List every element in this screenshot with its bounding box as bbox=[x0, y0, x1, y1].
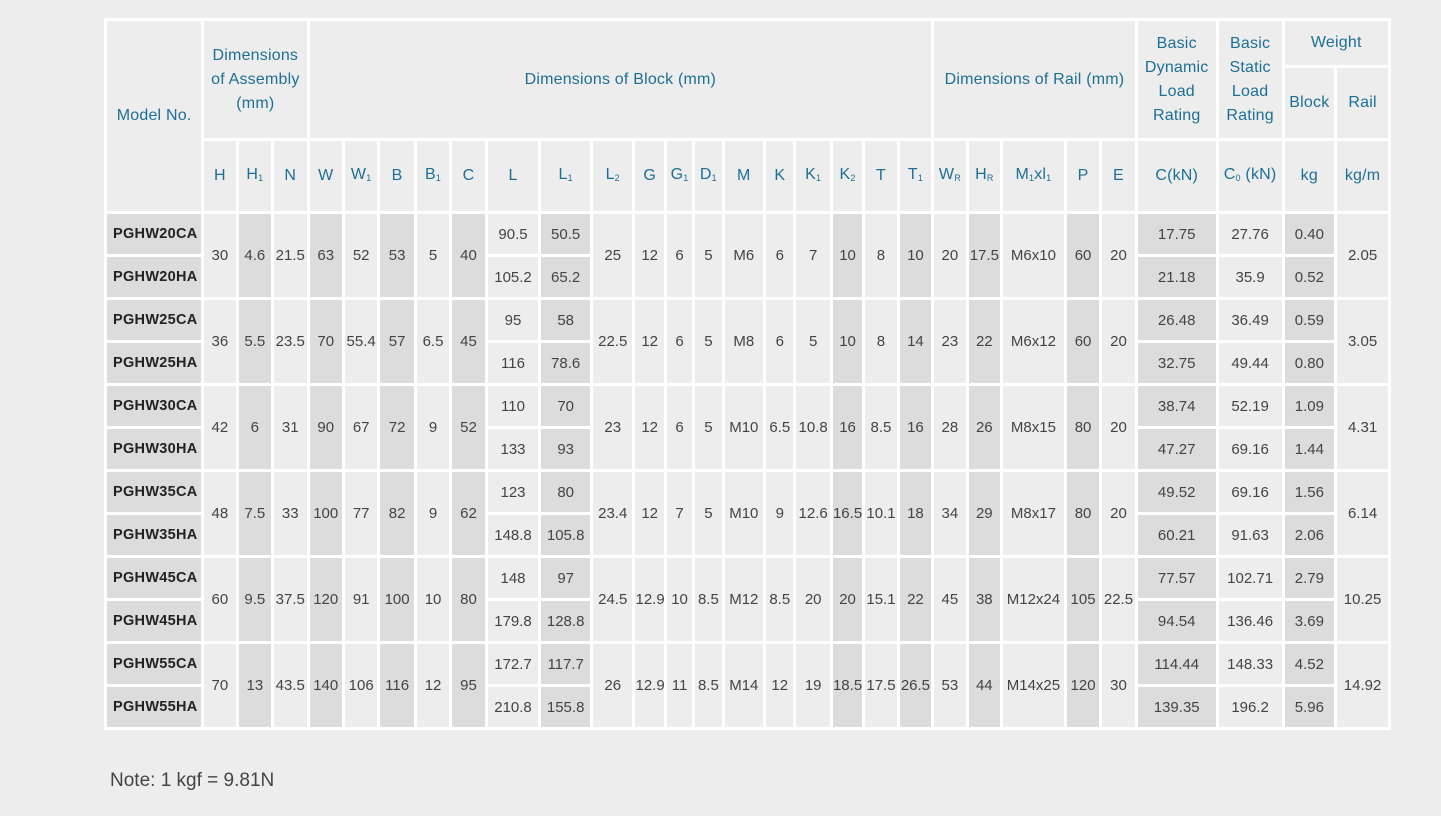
cell-n: 37.5 bbox=[273, 557, 308, 643]
cell-e: 20 bbox=[1101, 213, 1136, 299]
cell-block-weight: 0.80 bbox=[1283, 342, 1336, 385]
model-cell: PGHW25HA bbox=[106, 342, 203, 385]
table-row bbox=[106, 471, 1390, 514]
cell-hr: 22 bbox=[967, 299, 1001, 385]
cell-e: 30 bbox=[1101, 643, 1136, 729]
cell-l2: 26 bbox=[591, 643, 634, 729]
cell-static-load: 69.16 bbox=[1217, 428, 1283, 471]
col-m1xl1: $M_1xl_1$ bbox=[1002, 140, 1066, 213]
model-cell: PGHW45HA bbox=[106, 600, 203, 643]
cell-dynamic-load: 17.75 bbox=[1136, 213, 1217, 256]
cell-n: 23.5 bbox=[273, 299, 308, 385]
cell-hr: 26 bbox=[967, 385, 1001, 471]
col-b: B bbox=[379, 140, 415, 213]
cell-e: 20 bbox=[1101, 471, 1136, 557]
note-text: Note: 1 kgf = 9.81N bbox=[110, 770, 275, 791]
table-row bbox=[106, 213, 1390, 256]
cell-l: 133 bbox=[486, 428, 540, 471]
cell-w: 120 bbox=[308, 557, 343, 643]
cell-h1: 9.5 bbox=[237, 557, 272, 643]
cell-p: 60 bbox=[1065, 299, 1100, 385]
cell-rail-weight: 2.05 bbox=[1336, 213, 1390, 299]
cell-l: 148 bbox=[486, 557, 540, 600]
cell-g: 12 bbox=[634, 213, 665, 299]
model-cell: PGHW20CA bbox=[106, 213, 203, 256]
cell-p: 80 bbox=[1065, 471, 1100, 557]
cell-static-load: 196.2 bbox=[1217, 686, 1283, 729]
cell-g1: 6 bbox=[665, 213, 693, 299]
cell-block-weight: 2.79 bbox=[1283, 557, 1336, 600]
cell-h: 30 bbox=[203, 213, 237, 299]
cell-h: 70 bbox=[203, 643, 237, 729]
cell-dynamic-load: 32.75 bbox=[1136, 342, 1217, 385]
cell-m1: M8x17 bbox=[1002, 471, 1066, 557]
cell-b: 57 bbox=[379, 299, 415, 385]
col-w: W bbox=[308, 140, 343, 213]
col-h1: $H_1$ bbox=[237, 140, 272, 213]
cell-h: 42 bbox=[203, 385, 237, 471]
cell-h1: 4.6 bbox=[237, 213, 272, 299]
table-body bbox=[106, 213, 1390, 729]
header-static-load: Basic Static Load Rating bbox=[1217, 20, 1283, 140]
header-dynamic-load: Basic Dynamic Load Rating bbox=[1136, 20, 1217, 140]
cell-g: 12 bbox=[634, 299, 665, 385]
cell-w1: 106 bbox=[343, 643, 378, 729]
cell-dynamic-load: 139.35 bbox=[1136, 686, 1217, 729]
cell-h1: 6 bbox=[237, 385, 272, 471]
cell-t1: 18 bbox=[898, 471, 933, 557]
table-row bbox=[106, 643, 1390, 686]
cell-w1: 67 bbox=[343, 385, 378, 471]
cell-l1: 58 bbox=[540, 299, 592, 342]
cell-k: 9 bbox=[765, 471, 795, 557]
cell-k: 6 bbox=[765, 299, 795, 385]
cell-w1: 55.4 bbox=[343, 299, 378, 385]
cell-rail-weight: 6.14 bbox=[1336, 471, 1390, 557]
cell-l1: 128.8 bbox=[540, 600, 592, 643]
cell-block-weight: 1.09 bbox=[1283, 385, 1336, 428]
cell-t: 10.1 bbox=[864, 471, 898, 557]
cell-dynamic-load: 77.57 bbox=[1136, 557, 1217, 600]
col-n: N bbox=[273, 140, 308, 213]
cell-l2: 22.5 bbox=[591, 299, 634, 385]
col-b1: $B_1$ bbox=[415, 140, 450, 213]
cell-m1: M8x15 bbox=[1002, 385, 1066, 471]
cell-l: 210.8 bbox=[486, 686, 540, 729]
cell-dynamic-load: 38.74 bbox=[1136, 385, 1217, 428]
cell-static-load: 52.19 bbox=[1217, 385, 1283, 428]
model-cell: PGHW30HA bbox=[106, 428, 203, 471]
cell-static-load: 35.9 bbox=[1217, 256, 1283, 299]
col-k2: $K_2$ bbox=[831, 140, 863, 213]
cell-k1: 20 bbox=[795, 557, 831, 643]
header-assembly-group: Dimensions of Assembly (mm) bbox=[203, 20, 308, 140]
cell-dynamic-load: 47.27 bbox=[1136, 428, 1217, 471]
cell-wr: 45 bbox=[933, 557, 967, 643]
cell-l1: 70 bbox=[540, 385, 592, 428]
cell-l: 123 bbox=[486, 471, 540, 514]
cell-l2: 23 bbox=[591, 385, 634, 471]
cell-block-weight: 0.52 bbox=[1283, 256, 1336, 299]
cell-c: 80 bbox=[451, 557, 486, 643]
cell-block-weight: 3.69 bbox=[1283, 600, 1336, 643]
cell-b: 116 bbox=[379, 643, 415, 729]
cell-c: 45 bbox=[451, 299, 486, 385]
cell-b1: 5 bbox=[415, 213, 450, 299]
cell-t: 15.1 bbox=[864, 557, 898, 643]
cell-g: 12 bbox=[634, 385, 665, 471]
model-cell: PGHW35HA bbox=[106, 514, 203, 557]
cell-h1: 5.5 bbox=[237, 299, 272, 385]
cell-static-load: 102.71 bbox=[1217, 557, 1283, 600]
cell-static-load: 69.16 bbox=[1217, 471, 1283, 514]
cell-hr: 29 bbox=[967, 471, 1001, 557]
cell-n: 33 bbox=[273, 471, 308, 557]
cell-k1: 19 bbox=[795, 643, 831, 729]
cell-wr: 28 bbox=[933, 385, 967, 471]
cell-t: 8.5 bbox=[864, 385, 898, 471]
cell-h: 36 bbox=[203, 299, 237, 385]
cell-w: 140 bbox=[308, 643, 343, 729]
cell-w: 90 bbox=[308, 385, 343, 471]
header-block-group: Dimensions of Block (mm) bbox=[308, 20, 933, 140]
cell-k: 8.5 bbox=[765, 557, 795, 643]
header-weight-block: Block bbox=[1283, 67, 1336, 140]
col-c-kn: C(kN) bbox=[1136, 140, 1217, 213]
cell-m: M12 bbox=[723, 557, 765, 643]
cell-t: 8 bbox=[864, 299, 898, 385]
cell-m1: M6x12 bbox=[1002, 299, 1066, 385]
col-l: L bbox=[486, 140, 540, 213]
cell-l2: 23.4 bbox=[591, 471, 634, 557]
col-l2: $L_2$ bbox=[591, 140, 634, 213]
cell-k1: 10.8 bbox=[795, 385, 831, 471]
cell-l1: 117.7 bbox=[540, 643, 592, 686]
cell-dynamic-load: 94.54 bbox=[1136, 600, 1217, 643]
cell-l1: 78.6 bbox=[540, 342, 592, 385]
header-rail-group: Dimensions of Rail (mm) bbox=[933, 20, 1137, 140]
cell-t1: 26.5 bbox=[898, 643, 933, 729]
cell-rail-weight: 3.05 bbox=[1336, 299, 1390, 385]
cell-g1: 11 bbox=[665, 643, 693, 729]
cell-b1: 10 bbox=[415, 557, 450, 643]
col-w1: $W_1$ bbox=[343, 140, 378, 213]
cell-n: 43.5 bbox=[273, 643, 308, 729]
cell-g1: 6 bbox=[665, 385, 693, 471]
cell-dynamic-load: 21.18 bbox=[1136, 256, 1217, 299]
cell-k2: 10 bbox=[831, 299, 863, 385]
cell-rail-weight: 14.92 bbox=[1336, 643, 1390, 729]
cell-g: 12.9 bbox=[634, 557, 665, 643]
header-model-no: Model No. bbox=[106, 20, 203, 213]
cell-static-load: 27.76 bbox=[1217, 213, 1283, 256]
cell-g1: 6 bbox=[665, 299, 693, 385]
cell-wr: 34 bbox=[933, 471, 967, 557]
cell-c: 40 bbox=[451, 213, 486, 299]
cell-static-load: 136.46 bbox=[1217, 600, 1283, 643]
cell-g1: 10 bbox=[665, 557, 693, 643]
cell-m: M10 bbox=[723, 385, 765, 471]
col-wr: $W_R$ bbox=[933, 140, 967, 213]
cell-b1: 9 bbox=[415, 385, 450, 471]
col-c0-kn: $C_0$ (kN) bbox=[1217, 140, 1283, 213]
col-kg: kg bbox=[1283, 140, 1336, 213]
cell-l1: 50.5 bbox=[540, 213, 592, 256]
cell-p: 60 bbox=[1065, 213, 1100, 299]
cell-k: 6.5 bbox=[765, 385, 795, 471]
cell-hr: 17.5 bbox=[967, 213, 1001, 299]
cell-l2: 25 bbox=[591, 213, 634, 299]
cell-l2: 24.5 bbox=[591, 557, 634, 643]
model-cell: PGHW25CA bbox=[106, 299, 203, 342]
cell-l: 116 bbox=[486, 342, 540, 385]
col-g: G bbox=[634, 140, 665, 213]
cell-static-load: 49.44 bbox=[1217, 342, 1283, 385]
table-row bbox=[106, 557, 1390, 600]
cell-t1: 14 bbox=[898, 299, 933, 385]
cell-e: 22.5 bbox=[1101, 557, 1136, 643]
col-c: C bbox=[451, 140, 486, 213]
cell-l: 105.2 bbox=[486, 256, 540, 299]
cell-d1: 5 bbox=[694, 213, 723, 299]
cell-rail-weight: 4.31 bbox=[1336, 385, 1390, 471]
cell-static-load: 91.63 bbox=[1217, 514, 1283, 557]
cell-l1: 105.8 bbox=[540, 514, 592, 557]
cell-k1: 7 bbox=[795, 213, 831, 299]
model-cell: PGHW45CA bbox=[106, 557, 203, 600]
col-g1: $G_1$ bbox=[665, 140, 693, 213]
col-k1: $K_1$ bbox=[795, 140, 831, 213]
cell-b: 53 bbox=[379, 213, 415, 299]
cell-m: M8 bbox=[723, 299, 765, 385]
model-cell: PGHW55CA bbox=[106, 643, 203, 686]
cell-block-weight: 0.59 bbox=[1283, 299, 1336, 342]
cell-static-load: 148.33 bbox=[1217, 643, 1283, 686]
col-l1: $L_1$ bbox=[540, 140, 592, 213]
cell-g1: 7 bbox=[665, 471, 693, 557]
cell-w: 70 bbox=[308, 299, 343, 385]
cell-d1: 8.5 bbox=[694, 643, 723, 729]
col-t1: $T_1$ bbox=[898, 140, 933, 213]
cell-k: 12 bbox=[765, 643, 795, 729]
cell-b: 82 bbox=[379, 471, 415, 557]
col-k: K bbox=[765, 140, 795, 213]
cell-t1: 16 bbox=[898, 385, 933, 471]
col-hr: $H_R$ bbox=[967, 140, 1001, 213]
table-row bbox=[106, 385, 1390, 428]
cell-l1: 65.2 bbox=[540, 256, 592, 299]
cell-e: 20 bbox=[1101, 299, 1136, 385]
cell-k2: 16 bbox=[831, 385, 863, 471]
cell-n: 31 bbox=[273, 385, 308, 471]
cell-block-weight: 2.06 bbox=[1283, 514, 1336, 557]
col-h: H bbox=[203, 140, 237, 213]
cell-k: 6 bbox=[765, 213, 795, 299]
cell-wr: 20 bbox=[933, 213, 967, 299]
cell-l: 172.7 bbox=[486, 643, 540, 686]
model-cell: PGHW30CA bbox=[106, 385, 203, 428]
cell-l: 95 bbox=[486, 299, 540, 342]
cell-p: 105 bbox=[1065, 557, 1100, 643]
model-cell: PGHW35CA bbox=[106, 471, 203, 514]
cell-d1: 5 bbox=[694, 471, 723, 557]
spec-table-container bbox=[104, 18, 1391, 730]
cell-l1: 97 bbox=[540, 557, 592, 600]
cell-h: 48 bbox=[203, 471, 237, 557]
col-kg-per-m: kg/m bbox=[1336, 140, 1390, 213]
cell-d1: 5 bbox=[694, 385, 723, 471]
cell-m: M10 bbox=[723, 471, 765, 557]
cell-w1: 91 bbox=[343, 557, 378, 643]
specification-table bbox=[104, 18, 1391, 730]
cell-k2: 20 bbox=[831, 557, 863, 643]
cell-m1: M14x25 bbox=[1002, 643, 1066, 729]
cell-d1: 8.5 bbox=[694, 557, 723, 643]
col-m: M bbox=[723, 140, 765, 213]
cell-h1: 7.5 bbox=[237, 471, 272, 557]
cell-t1: 22 bbox=[898, 557, 933, 643]
cell-l: 148.8 bbox=[486, 514, 540, 557]
cell-dynamic-load: 26.48 bbox=[1136, 299, 1217, 342]
cell-b1: 9 bbox=[415, 471, 450, 557]
col-p: P bbox=[1065, 140, 1100, 213]
cell-b1: 12 bbox=[415, 643, 450, 729]
model-cell: PGHW20HA bbox=[106, 256, 203, 299]
cell-hr: 44 bbox=[967, 643, 1001, 729]
cell-m1: M12x24 bbox=[1002, 557, 1066, 643]
cell-static-load: 36.49 bbox=[1217, 299, 1283, 342]
cell-b: 72 bbox=[379, 385, 415, 471]
col-e: E bbox=[1101, 140, 1136, 213]
cell-m: M14 bbox=[723, 643, 765, 729]
cell-w1: 52 bbox=[343, 213, 378, 299]
cell-k2: 18.5 bbox=[831, 643, 863, 729]
cell-m: M6 bbox=[723, 213, 765, 299]
cell-p: 80 bbox=[1065, 385, 1100, 471]
cell-w: 63 bbox=[308, 213, 343, 299]
cell-c: 62 bbox=[451, 471, 486, 557]
cell-c: 52 bbox=[451, 385, 486, 471]
cell-wr: 23 bbox=[933, 299, 967, 385]
cell-l: 110 bbox=[486, 385, 540, 428]
cell-dynamic-load: 114.44 bbox=[1136, 643, 1217, 686]
header-weight-rail: Rail bbox=[1336, 67, 1390, 140]
cell-k2: 10 bbox=[831, 213, 863, 299]
cell-c: 95 bbox=[451, 643, 486, 729]
cell-t1: 10 bbox=[898, 213, 933, 299]
cell-l1: 93 bbox=[540, 428, 592, 471]
cell-dynamic-load: 60.21 bbox=[1136, 514, 1217, 557]
cell-block-weight: 1.44 bbox=[1283, 428, 1336, 471]
cell-n: 21.5 bbox=[273, 213, 308, 299]
cell-block-weight: 4.52 bbox=[1283, 643, 1336, 686]
cell-rail-weight: 10.25 bbox=[1336, 557, 1390, 643]
cell-block-weight: 1.56 bbox=[1283, 471, 1336, 514]
cell-l: 90.5 bbox=[486, 213, 540, 256]
cell-t: 8 bbox=[864, 213, 898, 299]
cell-d1: 5 bbox=[694, 299, 723, 385]
cell-m1: M6x10 bbox=[1002, 213, 1066, 299]
cell-t: 17.5 bbox=[864, 643, 898, 729]
cell-k2: 16.5 bbox=[831, 471, 863, 557]
cell-e: 20 bbox=[1101, 385, 1136, 471]
header-weight: Weight bbox=[1283, 20, 1389, 67]
model-cell: PGHW55HA bbox=[106, 686, 203, 729]
cell-dynamic-load: 49.52 bbox=[1136, 471, 1217, 514]
cell-g: 12.9 bbox=[634, 643, 665, 729]
cell-block-weight: 5.96 bbox=[1283, 686, 1336, 729]
cell-b1: 6.5 bbox=[415, 299, 450, 385]
cell-block-weight: 0.40 bbox=[1283, 213, 1336, 256]
cell-l1: 155.8 bbox=[540, 686, 592, 729]
table-row bbox=[106, 299, 1390, 342]
cell-w: 100 bbox=[308, 471, 343, 557]
cell-k1: 5 bbox=[795, 299, 831, 385]
col-d1: $D_1$ bbox=[694, 140, 723, 213]
cell-h: 60 bbox=[203, 557, 237, 643]
cell-l1: 80 bbox=[540, 471, 592, 514]
cell-w1: 77 bbox=[343, 471, 378, 557]
cell-l: 179.8 bbox=[486, 600, 540, 643]
cell-g: 12 bbox=[634, 471, 665, 557]
cell-h1: 13 bbox=[237, 643, 272, 729]
col-t: T bbox=[864, 140, 898, 213]
cell-b: 100 bbox=[379, 557, 415, 643]
cell-hr: 38 bbox=[967, 557, 1001, 643]
cell-k1: 12.6 bbox=[795, 471, 831, 557]
cell-p: 120 bbox=[1065, 643, 1100, 729]
cell-wr: 53 bbox=[933, 643, 967, 729]
